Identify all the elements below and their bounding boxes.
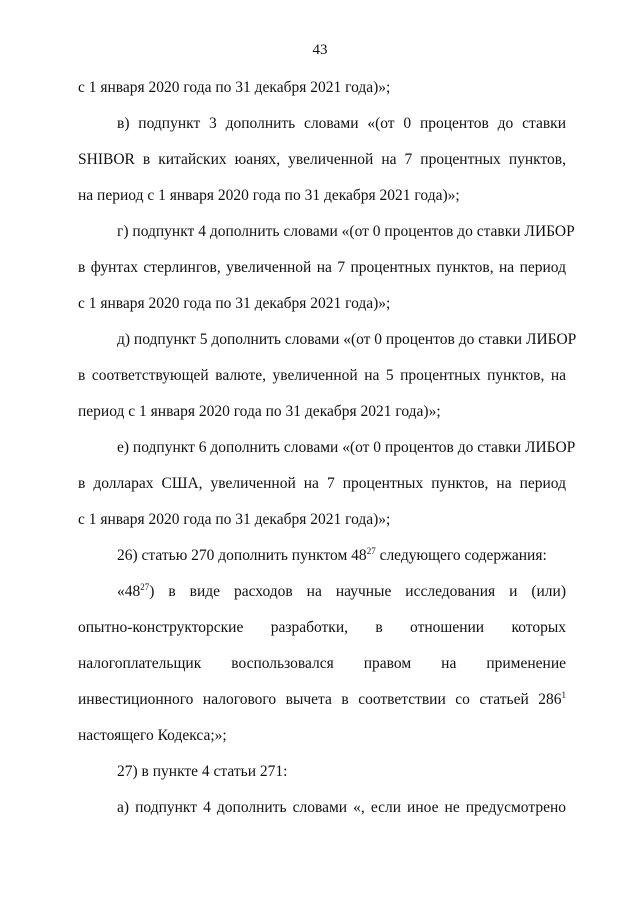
superscript: 1 [561,690,566,700]
text-line-286 [78,690,566,710]
text-line: в) подпункт 3 дополнить словами «(от 0 процентов до ставки [117,115,566,132]
text-line: на период с 1 января 2020 года по 31 декабря 2021 года)»; [78,187,460,204]
item26-prefix: 26) статью 270 дополнить пунктом 48 [117,547,367,564]
text-line: в фунтах стерлингов, увеличенной на 7 процентных пунктов, на период [78,259,566,276]
text-line-item-48 [117,582,566,602]
text-line: г) подпункт 4 дополнить словами «(от 0 процентов до ставки ЛИБОР [117,223,575,240]
text-line: в соответствующей валюте, увеличенной на 5 процентных пунктов, на [78,367,566,384]
text-line: е) подпункт 6 дополнить словами «(от 0 процентов до ставки ЛИБОР [117,439,576,456]
text-line: SHIBOR в китайских юанях, увеличенной на 7 процентных пунктов, [78,151,566,168]
item48-rest: ) в виде расходов на научные исследования и (или) [149,583,566,600]
item26-suffix: следующего содержания: [375,547,547,564]
text-line: в долларах США, увеличенной на 7 процентных пунктов, на период [78,475,566,492]
text-line: с 1 января 2020 года по 31 декабря 2021 года)»; [78,79,391,96]
text-line: а) подпункт 4 дополнить словами «, если иное не предусмотрено [117,799,566,816]
text-line: опытно-конструкторские разработки, в отношении которых [78,619,566,636]
superscript: 27 [366,546,376,556]
item48-open: «48 [117,583,141,600]
text-line-item-27: 27) в пункте 4 статьи 271: [117,763,288,780]
text-line: налогоплательщик воспользовался правом на применение [78,655,566,672]
line-286-text: инвестиционного налогового вычета в соответствии со статьей 286 [78,691,562,708]
text-line: период с 1 января 2020 года по 31 декабря 2021 года)»; [78,403,441,420]
text-line: с 1 января 2020 года по 31 декабря 2021 года)»; [78,295,391,312]
page-number: 43 [312,42,328,58]
text-line: с 1 января 2020 года по 31 декабря 2021 года)»; [78,511,391,528]
text-line-item-26 [117,546,566,566]
text-line: настоящего Кодекса;»; [78,727,227,744]
text-line: д) подпункт 5 дополнить словами «(от 0 процентов до ставки ЛИБОР [117,331,577,348]
superscript: 27 [140,582,150,592]
